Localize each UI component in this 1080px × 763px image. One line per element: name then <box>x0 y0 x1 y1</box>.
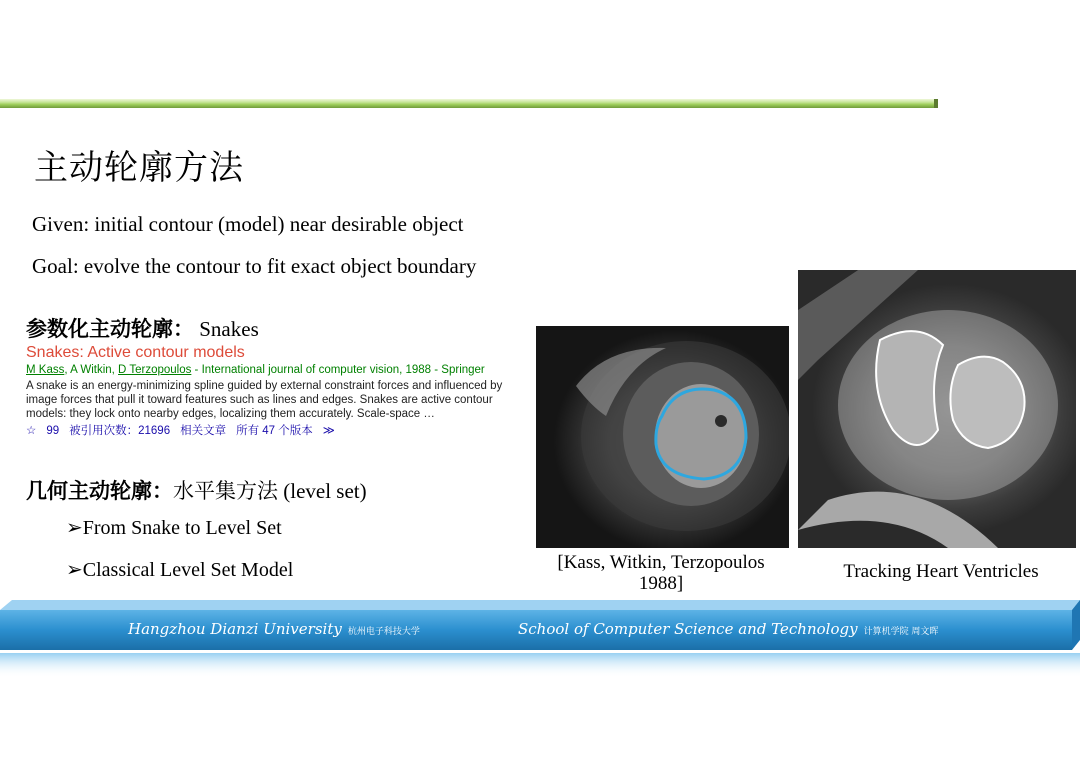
snake-heart-mri-image <box>536 326 789 548</box>
kass-caption: [Kass, Witkin, Terzopoulos 1988] <box>557 552 765 594</box>
more-icon[interactable]: ≫ <box>322 425 335 437</box>
given-text: Given: initial contour (model) near desirable object <box>32 212 464 236</box>
author-link-terzopoulos[interactable]: D Terzopoulos <box>118 364 192 376</box>
geometric-separator: ： <box>152 478 173 503</box>
footer-university <box>128 620 420 638</box>
university-cn: 杭州电子科技大学 <box>347 627 420 637</box>
quote-icon[interactable]: 99 <box>46 425 60 437</box>
citation-title[interactable]: Snakes: Active contour models <box>26 344 245 361</box>
bullet-text: Classical Level Set Model <box>82 559 294 581</box>
geometric-label: 几何主动轮廓 <box>26 478 152 503</box>
ventricle-drawing <box>798 270 1076 548</box>
parametric-heading <box>26 313 259 343</box>
parametric-label: 参数化主动轮廓 <box>26 316 173 341</box>
goal-text: Goal: evolve the contour to fit exact object boundary <box>32 254 477 278</box>
school-cn: 计算机学院 周文晖 <box>863 627 939 637</box>
parametric-value: Snakes <box>199 317 259 341</box>
bullet-text: From Snake to Level Set <box>82 517 282 539</box>
cited-by-link[interactable]: 被引用次数：21696 <box>69 425 171 437</box>
author-link-kass[interactable]: M Kass <box>26 364 65 376</box>
footer-school <box>518 620 938 638</box>
right-ventricle-contour <box>950 357 1024 448</box>
tracking-caption: Tracking Heart Ventricles <box>843 561 1039 582</box>
citation-snippet: A snake is an energy-minimizing spline guided by external constraint forces and influenced by image forces that pull it toward features such as lines and edges. Snakes are active contour models: they lock onto nearby edges, localizing them accurately. Scale-space … <box>26 380 503 420</box>
slide-title: 主动轮廓方法 <box>34 148 244 188</box>
geometric-heading <box>26 475 367 505</box>
citation-venue: - International journal of computer vision, 1988 - Springer <box>191 364 485 376</box>
all-versions-link[interactable]: 所有 47 个版本 <box>236 425 313 437</box>
citation-authors: M Kass, A Witkin, D Terzopoulos - International journal of computer vision, 1988 - Springer <box>26 364 485 376</box>
parametric-separator: ： <box>173 316 194 341</box>
citation-card <box>26 343 536 438</box>
author-witkin: A Witkin <box>70 364 112 376</box>
university-en: Hangzhou Dianzi University <box>128 620 342 638</box>
citation-toolbar <box>26 424 536 438</box>
ventricle-tracking-image <box>798 270 1076 548</box>
footer-banner <box>0 598 1080 678</box>
bullet-item <box>66 515 282 540</box>
related-articles-link[interactable]: 相关文章 <box>180 425 227 437</box>
bullet-arrow-icon: ➢ <box>66 517 83 539</box>
snake-heart-drawing <box>536 326 789 548</box>
bullet-item <box>66 557 293 582</box>
bullet-arrow-icon: ➢ <box>66 559 83 581</box>
top-rule <box>0 99 938 108</box>
geometric-value: 水平集方法 (level set) <box>173 479 367 503</box>
star-icon[interactable]: ☆ <box>26 425 37 437</box>
school-en: School of Computer Science and Technology <box>518 620 858 638</box>
